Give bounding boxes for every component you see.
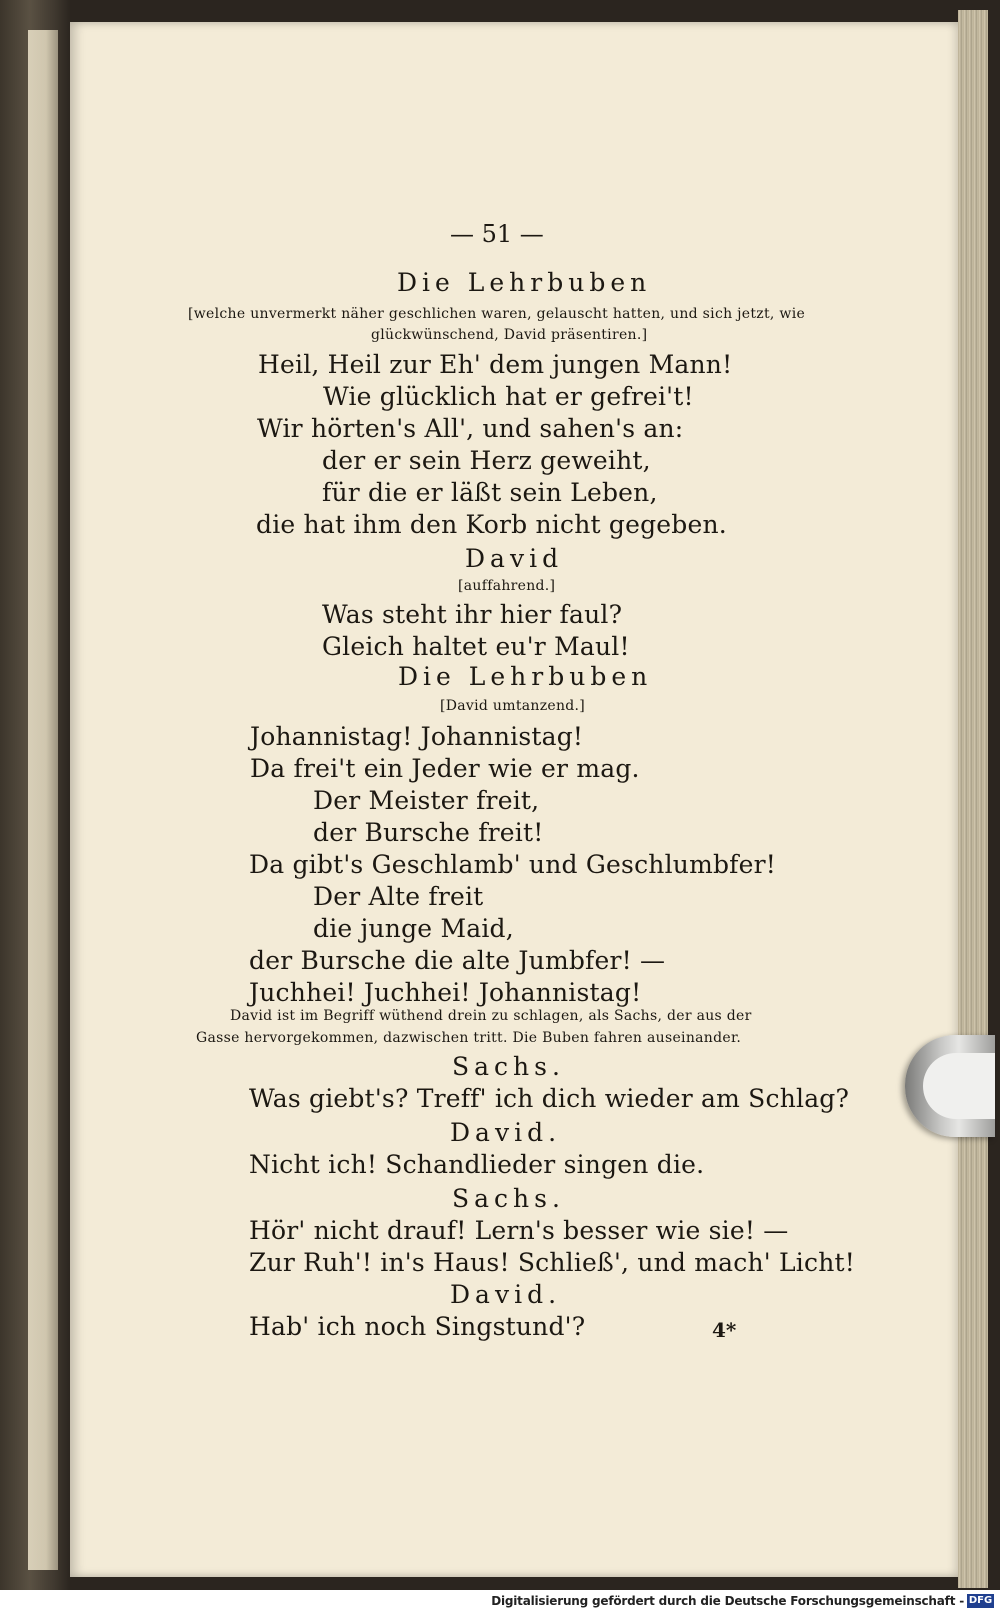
verse-line: Hör' nicht drauf! Lern's besser wie sie! — bbox=[249, 1216, 789, 1245]
page-clip bbox=[905, 1035, 995, 1137]
verse-line: Zur Ruh'! in's Haus! Schließ', und mach' Licht! bbox=[249, 1248, 855, 1277]
verse-line: Nicht ich! Schandlieder singen die. bbox=[249, 1150, 705, 1179]
verse-line: Juchhei! Juchhei! Johannistag! bbox=[249, 978, 642, 1007]
digitization-footer bbox=[0, 1590, 1000, 1612]
verse-line: Der Meister freit, bbox=[313, 786, 540, 815]
stage-direction: David ist im Begriff wüthend drein zu schlagen, als Sachs, der aus der bbox=[230, 1008, 752, 1024]
stage-direction: [David umtanzend.] bbox=[440, 698, 586, 714]
verse-line: Der Alte freit bbox=[313, 882, 484, 911]
verse-line: Heil, Heil zur Eh' dem jungen Mann! bbox=[258, 350, 733, 379]
verse-line: Was steht ihr hier faul? bbox=[322, 600, 623, 629]
verse-line: der er sein Herz geweiht, bbox=[322, 446, 651, 475]
facing-page-edge bbox=[28, 30, 58, 1570]
stage-direction: [auffahrend.] bbox=[458, 578, 556, 594]
page-block-edges bbox=[958, 10, 988, 1588]
verse-line: Hab' ich noch Singstund'? bbox=[249, 1312, 586, 1341]
dfg-logo: DFG bbox=[968, 1595, 993, 1606]
verse-line: Gleich haltet eu'r Maul! bbox=[322, 632, 630, 661]
verse-line: die junge Maid, bbox=[313, 914, 514, 943]
speaker-heading: David bbox=[465, 544, 564, 573]
page-number: — 51 — bbox=[450, 220, 544, 248]
speaker-heading: Die Lehrbuben bbox=[397, 268, 652, 297]
verse-line: Johannistag! Johannistag! bbox=[250, 722, 584, 751]
page-clip-inner bbox=[923, 1053, 995, 1119]
speaker-heading: Sachs. bbox=[452, 1052, 565, 1081]
verse-line: der Bursche die alte Jumbfer! — bbox=[249, 946, 666, 975]
verse-line: der Bursche freit! bbox=[313, 818, 544, 847]
stage-direction: [welche unvermerkt näher geschlichen waren, gelauscht hatten, und sich jetzt, wie bbox=[188, 306, 806, 322]
speaker-heading: David. bbox=[450, 1280, 562, 1309]
verse-line: für die er läßt sein Leben, bbox=[322, 478, 658, 507]
signature-mark: 4* bbox=[712, 1318, 737, 1342]
verse-line: Wie glücklich hat er gefrei't! bbox=[323, 382, 694, 411]
speaker-heading: David. bbox=[450, 1118, 562, 1147]
verse-line: Was giebt's? Treff' ich dich wieder am Schlag? bbox=[249, 1084, 850, 1113]
verse-line: Da gibt's Geschlamb' und Geschlumbfer! bbox=[249, 850, 777, 879]
digitization-credit: Digitalisierung gefördert durch die Deutsche Forschungsgemeinschaft - bbox=[491, 1594, 964, 1608]
speaker-heading: Die Lehrbuben bbox=[398, 662, 653, 691]
verse-line: die hat ihm den Korb nicht gegeben. bbox=[256, 510, 727, 539]
verse-line: Da frei't ein Jeder wie er mag. bbox=[250, 754, 640, 783]
stage-direction: Gasse hervorgekommen, dazwischen tritt. Die Buben fahren auseinander. bbox=[196, 1030, 742, 1046]
speaker-heading: Sachs. bbox=[452, 1184, 565, 1213]
verse-line: Wir hörten's All', und sahen's an: bbox=[257, 414, 684, 443]
stage-direction: glückwünschend, David präsentiren.] bbox=[371, 327, 648, 343]
